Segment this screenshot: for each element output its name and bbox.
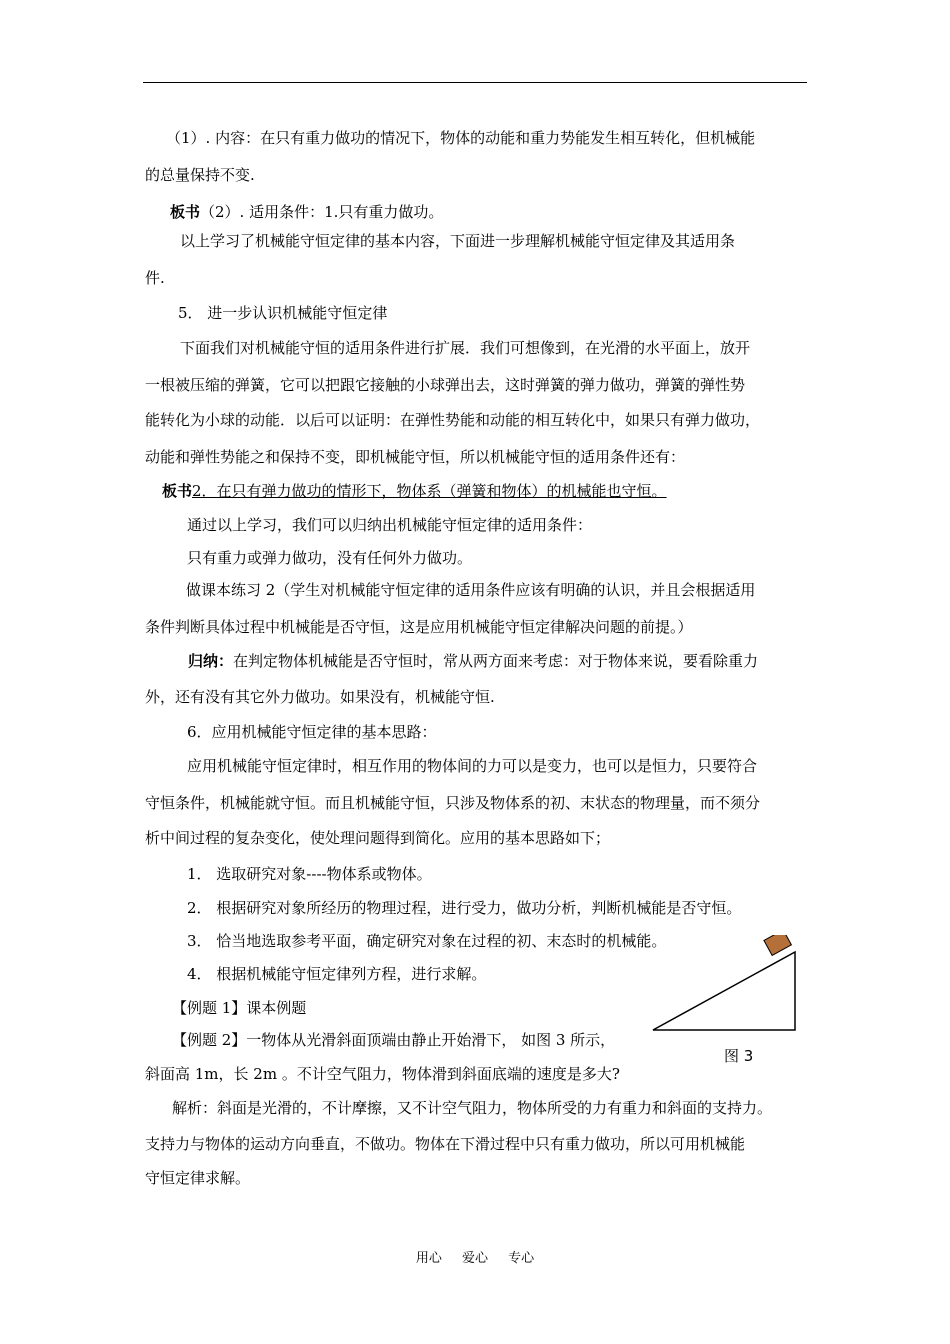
text-line: 支持力与物体的运动方向垂直，不做功。物体在下滑过程中只有重力做功，所以可用机械能: [145, 1135, 746, 1153]
block-rect: [764, 935, 791, 955]
text-line: 下面我们对机械能守恒的适用条件进行扩展．我们可想像到，在光滑的水平面上，放开: [180, 339, 751, 357]
text-line: 做课本练习 2（学生对机械能守恒定律的适用条件应该有明确的认识，并且会根据适用: [186, 581, 756, 599]
section-heading: 6．应用机械能守恒定律的基本思路：: [187, 723, 437, 741]
text-line: 能转化为小球的动能．以后可以证明：在弹性势能和动能的相互转化中，如果只有弹力做功，: [145, 411, 761, 429]
text-line: 【例题 2】一物体从光滑斜面顶端由静止开始滑下， 如图 3 所示，: [172, 1031, 616, 1049]
list-item: 2． 根据研究对象所经历的物理过程，进行受力，做功分析，判断机械能是否守恒。: [187, 899, 742, 917]
text-line: 解析：斜面是光滑的，不计摩擦，又不计空气阻力，物体所受的力有重力和斜面的支持力。: [172, 1099, 773, 1117]
list-item: 3． 恰当地选取参考平面，确定研究对象在过程的初、末态时的机械能。: [187, 932, 667, 950]
section-heading: 5． 进一步认识机械能守恒定律: [178, 304, 388, 322]
text-line: 件.: [145, 269, 165, 287]
text-line: 【例题 1】课本例题: [172, 999, 307, 1017]
text-line: 以上学习了机械能守恒定律的基本内容，下面进一步理解机械能守恒定律及其适用条: [180, 232, 736, 250]
text-line: 动能和弹性势能之和保持不变，即机械能守恒，所以机械能守恒的适用条件还有：: [145, 448, 686, 466]
text-line: [162, 481, 667, 501]
sliding-block: [764, 935, 791, 955]
text-line: 只有重力或弹力做功，没有任何外力做功。: [187, 549, 473, 567]
text-line: 守恒条件，机械能就守恒。而且机械能守恒，只涉及物体系的初、末状态的物理量，而不须分: [145, 794, 761, 812]
text-line: [188, 651, 758, 671]
page-footer: 用心 爱心 专心: [415, 1251, 535, 1266]
list-item: 4． 根据机械能守恒定律列方程，进行求解。: [187, 965, 487, 983]
text-line: 应用机械能守恒定律时，相互作用的物体间的力可以是变力，也可以是恒力，只要符合: [187, 757, 758, 775]
text-line: 条件判断具体过程中机械能是否守恒，这是应用机械能守恒定律解决问题的前提。）: [145, 618, 693, 636]
incline-figure: [650, 935, 800, 1035]
text-line: 守恒定律求解。: [145, 1169, 251, 1187]
banshu-label: 板书: [162, 482, 193, 500]
text-line: 析中间过程的复杂变化，使处理问题得到简化。应用的基本思路如下；: [145, 829, 611, 847]
text-span: 2．在只有弹力做功的情形下，物体系（弹簧和物体）的机械能也守恒。: [192, 482, 667, 500]
text-span: 在判定物体机械能是否守恒时，常从两方面来考虑：对于物体来说，要看除重力: [233, 652, 759, 670]
text-line: [170, 202, 443, 222]
text-line: 一根被压缩的弹簧，它可以把跟它接触的小球弹出去，这时弹簧的弹力做功，弹簧的弹性势: [145, 376, 746, 394]
text-line: （1）. 内容：在只有重力做功的情况下，物体的动能和重力势能发生相互转化，但机械能: [166, 129, 756, 147]
text-line: 外，还有没有其它外力做功。如果没有，机械能守恒.: [145, 688, 495, 706]
figure-caption: 图 3: [724, 1047, 754, 1065]
header-rule: [143, 82, 807, 83]
text-span: （2）. 适用条件：1.只有重力做功。: [200, 203, 444, 221]
banshu-label: 板书: [170, 203, 201, 221]
text-line: 的总量保持不变.: [145, 166, 255, 184]
text-line: 斜面高 1m，长 2m 。不计空气阻力，物体滑到斜面底端的速度是多大?: [145, 1065, 620, 1083]
incline-triangle: [653, 952, 795, 1030]
list-item: 1． 选取研究对象----物体系或物体。: [187, 865, 432, 883]
text-line: 通过以上学习，我们可以归纳出机械能守恒定律的适用条件：: [187, 516, 593, 534]
guina-label: 归纳：: [188, 652, 234, 670]
